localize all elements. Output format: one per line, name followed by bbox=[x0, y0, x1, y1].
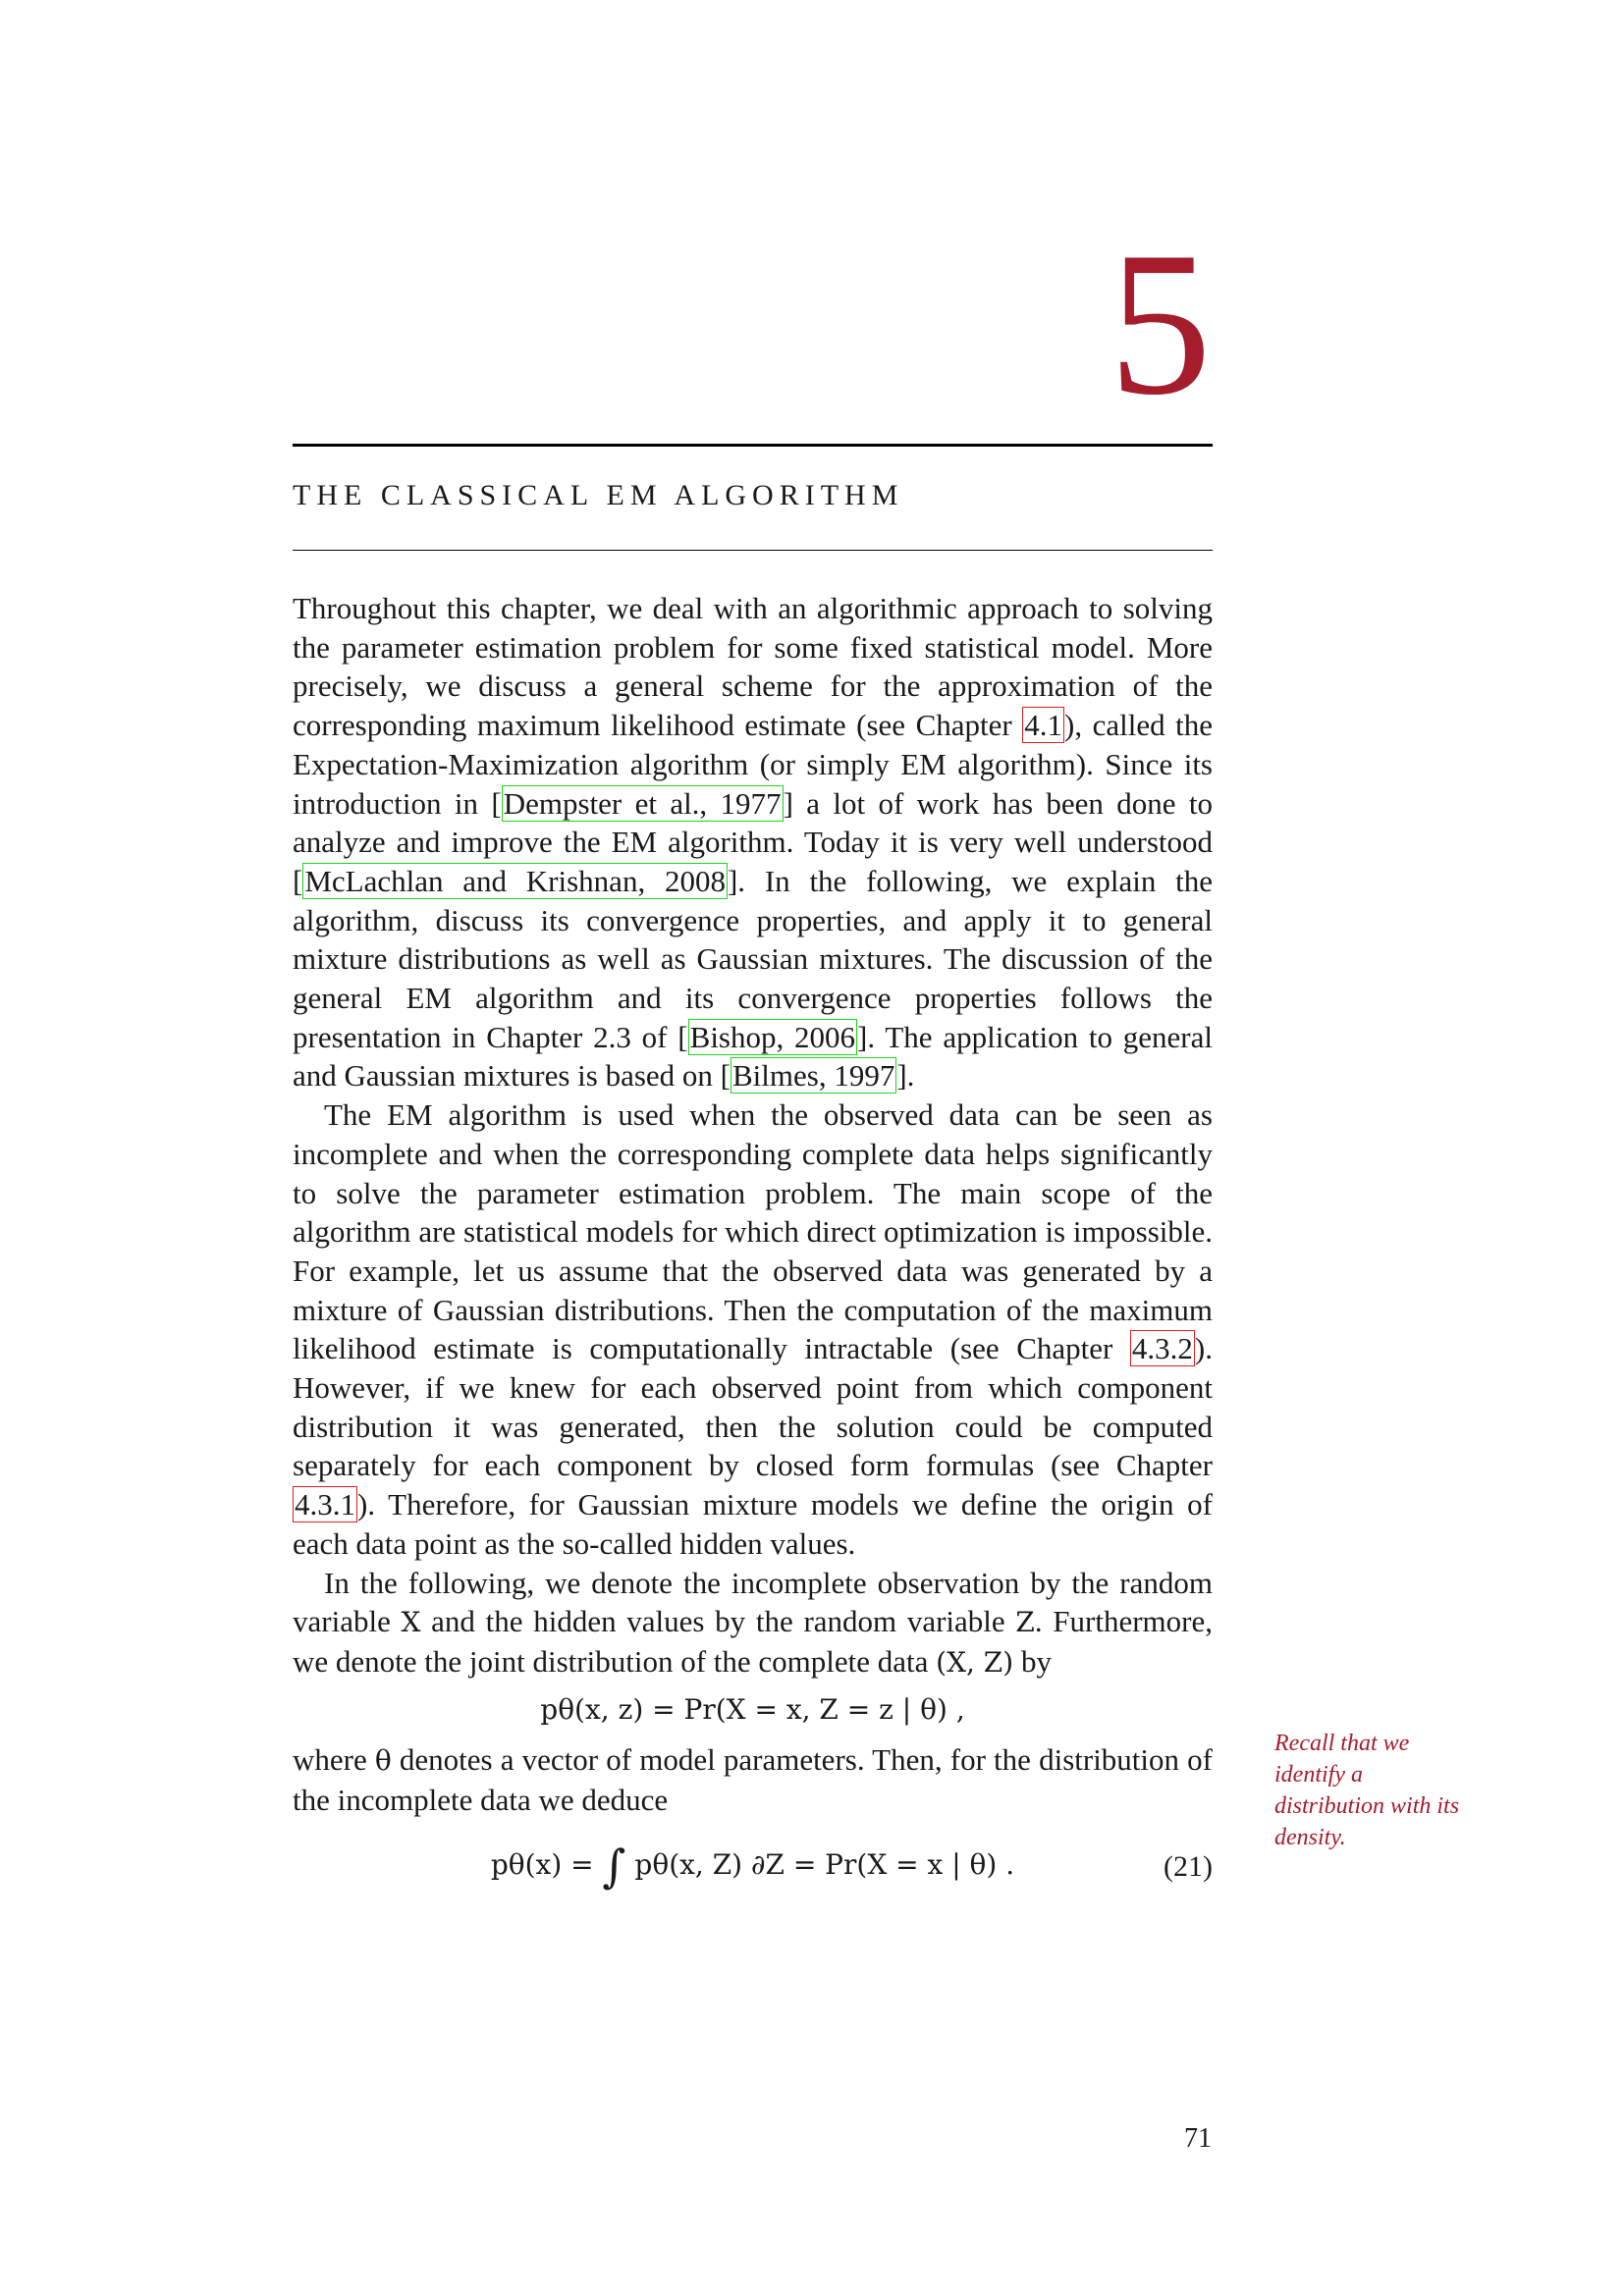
page-number: 71 bbox=[1184, 2123, 1212, 2154]
chapter-ref-link[interactable]: 4.3.1 bbox=[295, 1487, 355, 1522]
equation-joint-distribution: pθ(x, z) = Pr(X = x, Z = z | θ) , bbox=[540, 1692, 965, 1726]
equation-21 bbox=[293, 1839, 1213, 1893]
equation-number: (21) bbox=[1164, 1849, 1213, 1883]
body-text bbox=[293, 589, 1214, 1893]
equation-rhs: pθ(x, Z) ∂Z = Pr(X = x | θ) . bbox=[634, 1847, 1015, 1881]
citation-link[interactable]: McLachlan and Krishnan, 2008 bbox=[304, 863, 726, 898]
math-inline: Z bbox=[1015, 1606, 1035, 1639]
margin-note: Recall that we identify a distribution with its density. bbox=[1274, 1731, 1460, 1850]
citation-link[interactable]: Bilmes, 1997 bbox=[731, 1058, 895, 1094]
chapter-ref-link[interactable]: 4.3.2 bbox=[1131, 1331, 1193, 1366]
citation-link[interactable]: Dempster et al., 1977 bbox=[503, 785, 782, 821]
math-inline: X bbox=[401, 1606, 421, 1639]
citation-link[interactable]: Bishop, 2006 bbox=[689, 1019, 856, 1054]
math-inline: θ bbox=[374, 1744, 392, 1778]
paragraph-4: where θ denotes a vector of model parameters. Then, for the distribution of the incomplete data we deduce bbox=[293, 1742, 1214, 1818]
chapter-title: THE CLASSICAL EM ALGORITHM bbox=[293, 479, 904, 511]
equation-lhs: pθ(x) = bbox=[490, 1847, 594, 1881]
paragraph-1: Throughout this chapter, we deal with an algorithmic approach to solving the parameter estimation problem for some fixed statistical model. More precisely, we discuss a general scheme for the approximation of the corresponding maximum likelihood estimate (see Chapter 4.1), called the Expectation-Maximization algorithm (or simply EM algorithm). Since its introduction in [Dempster et al., 1977] a lot of work has been done to analyze and improve the EM algorithm. Today it is very well understood [McLachlan and Krishnan, 2008]. In the following, we explain the algorithm, discuss its convergence properties, and apply it to general mixture distributions as well as Gaussian mixtures. The discussion of the general EM algorithm and its convergence properties follows the presentation in Chapter 2.3 of [Bishop, 2006]. The application to general and Gaussian mixtures is based on [Bilmes, 1997]. bbox=[293, 591, 1214, 1094]
chapter-number: 5 bbox=[1109, 210, 1212, 438]
math-inline: (X, Z) bbox=[936, 1645, 1014, 1679]
chapter-ref-link[interactable]: 4.1 bbox=[1024, 708, 1062, 743]
paragraph-3: In the following, we denote the incomplete observation by the random variable X and the hidden values by the random variable Z. Furthermore, we denote the joint distribution of the complete data (X, Z) by bbox=[293, 1565, 1213, 1679]
paragraph-2: The EM algorithm is used when the observed data can be seen as incomplete and when the corresponding complete data helps significantly to solve the parameter estimation problem. The main scope of the algorithm are statistical models for which direct optimization is impossible. For example, let us assume that the observed data was generated by a mixture of Gaussian distributions. Then the computation of the maximum likelihood estimate is computationally intractable (see Chapter 4.3.2). However, if we knew for each observed point from which component distribution it was generated, then the solution could be computed separately for each component by closed form formulas (see Chapter 4.3.1). Therefore, for Gaussian mixture models we define the origin of each data point as the so-called hidden values. bbox=[293, 1097, 1213, 1561]
chapter-rule-top bbox=[293, 444, 1213, 447]
chapter-rule-bottom bbox=[293, 550, 1213, 551]
integral-sign: ∫ bbox=[602, 1839, 626, 1893]
